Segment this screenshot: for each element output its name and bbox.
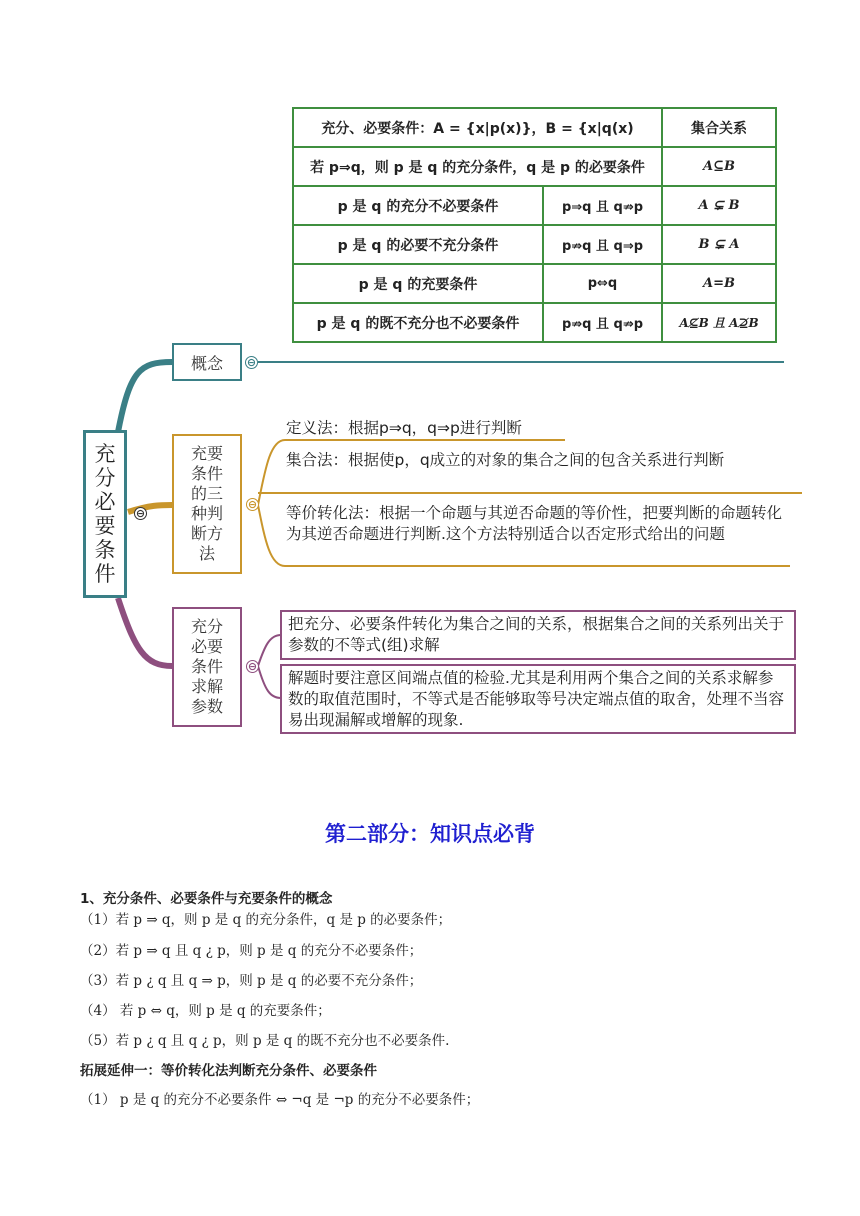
table-cell-relation: A⊆B — [662, 147, 776, 186]
collapse-icon[interactable]: ⊖ — [135, 507, 146, 520]
mindmap-root — [83, 430, 127, 598]
table-cell: p 是 q 的充要条件 — [293, 264, 543, 303]
connector-params — [118, 598, 172, 666]
table-cell: p 是 q 的必要不充分条件 — [293, 225, 543, 264]
param-line-2 — [258, 666, 281, 698]
branch-methods-label: 充要条件的三种判断方法 — [190, 444, 223, 563]
collapse-icon[interactable]: ⊖ — [247, 660, 258, 673]
table-cell: p 是 q 的充分不必要条件 — [293, 186, 543, 225]
method-item-equivalent: 等价转化法：根据一个命题与其逆否命题的等价性，把要判断的命题转化为其逆否命题进行判断.这个方法特别适合以否定形式给出的问题 — [286, 504, 783, 543]
list-item: （5）若 p ¿ q 且 q ¿ p，则 p 是 q 的既不充分也不必要条件. — [80, 1033, 450, 1049]
branch-params — [172, 607, 242, 727]
list-item: （1） p 是 q 的充分不必要条件 ⇔ ¬q 是 ¬p 的充分不必要条件； — [80, 1092, 480, 1108]
list-item: （2）若 p ⇒ q 且 q ¿ p，则 p 是 q 的充分不必要条件； — [80, 943, 423, 959]
table-cell-relation: A⊈B 且 A⊉B — [662, 303, 776, 342]
table-cell: 若 p⇒q，则 p 是 q 的充分条件，q 是 p 的必要条件 — [293, 147, 662, 186]
param-line-1 — [258, 635, 281, 666]
connector-concept — [118, 362, 172, 432]
method-item-set: 集合法：根据使p，q成立的对象的集合之间的包含关系进行判断 — [286, 451, 725, 469]
heading-1: 1、充分条件、必要条件与充要条件的概念 — [80, 891, 333, 907]
table-cell: p 是 q 的既不充分也不必要条件 — [293, 303, 543, 342]
branch-concept — [172, 343, 242, 381]
heading-2: 拓展延伸一：等价转化法判断充分条件、必要条件 — [80, 1063, 377, 1079]
table-header-relation: 集合关系 — [662, 108, 776, 147]
table-cell-relation: A=B — [662, 264, 776, 303]
param-item-2: 解题时要注意区间端点值的检验.尤其是利用两个集合之间的关系求解参数的取值范围时，不等式是否能够取等号决定端点值的取舍，处理不当容易出现漏解或增解的现象. — [280, 664, 796, 734]
table-cell: p⇒q 且 q⇏p — [543, 186, 662, 225]
table-cell-relation: A ⊊ B — [662, 186, 776, 225]
mindmap-root-label: 充分必要条件 — [94, 441, 116, 587]
branch-methods — [172, 434, 242, 574]
collapse-icon[interactable]: ⊖ — [247, 498, 258, 511]
section-title: 第二部分：知识点必背 — [325, 822, 535, 846]
branch-concept-label: 概念 — [190, 353, 223, 373]
list-item: （3）若 p ¿ q 且 q ⇒ p，则 p 是 q 的必要不充分条件； — [80, 973, 423, 989]
table-cell: p⇏q 且 q⇒p — [543, 225, 662, 264]
method-item-definition: 定义法：根据p⇒q，q⇒p进行判断 — [286, 419, 522, 437]
list-item: （4） 若 p ⇔ q，则 p 是 q 的充要条件； — [80, 1003, 331, 1019]
param-item-1: 把充分、必要条件转化为集合之间的关系，根据集合之间的关系列出关于参数的不等式(组)求解 — [280, 610, 796, 660]
collapse-icon[interactable]: ⊖ — [246, 356, 257, 369]
table-header-title: 充分、必要条件：A = {x|p(x)}，B = {x|q(x) — [293, 108, 662, 147]
table-cell: p⇏q 且 q⇏p — [543, 303, 662, 342]
branch-params-label: 充分必要条件求解参数 — [190, 617, 223, 716]
table-cell-relation: B ⊊ A — [662, 225, 776, 264]
list-item: （1）若 p ⇒ q，则 p 是 q 的充分条件，q 是 p 的必要条件； — [80, 912, 452, 928]
table-cell: p⇔q — [543, 264, 662, 303]
